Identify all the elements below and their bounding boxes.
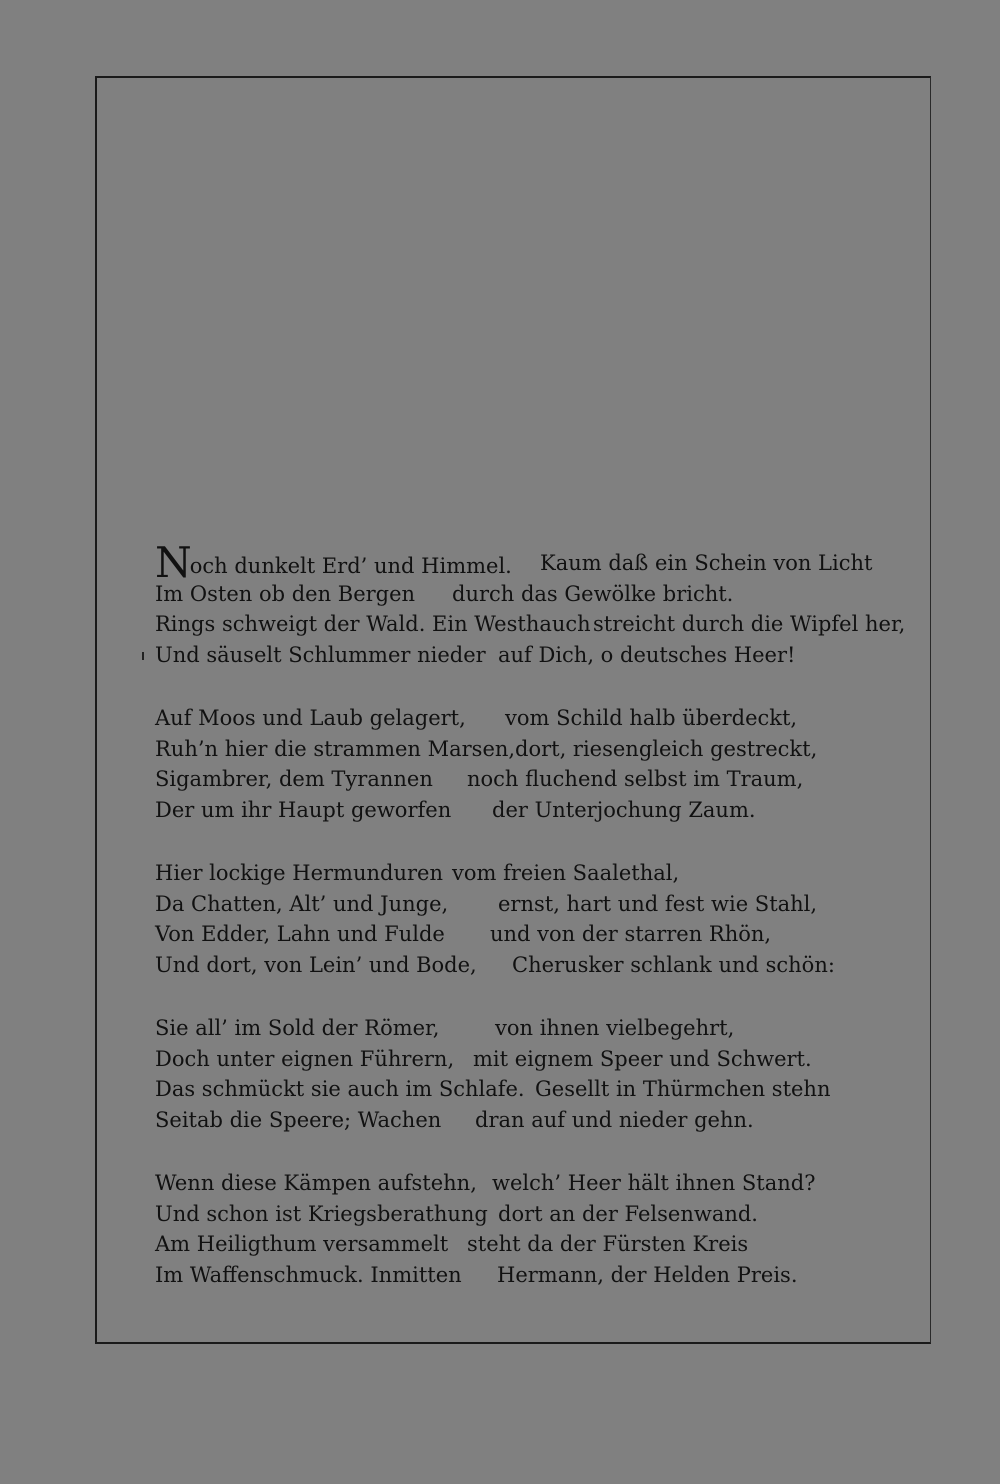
verse-first-half: Und schon ist Kriegsberathung bbox=[155, 1201, 488, 1226]
verse-line bbox=[155, 950, 895, 981]
verse-second-half: Hermann, der Helden Preis. bbox=[497, 1262, 798, 1287]
verse-first-half: Im Osten ob den Bergen bbox=[155, 581, 416, 606]
verse-line bbox=[155, 579, 895, 610]
verse-second-half: von ihnen vielbegehrt, bbox=[495, 1016, 735, 1040]
stanza-4 bbox=[155, 1013, 895, 1135]
verse-first-half: Das schmückt sie auch im Schlafe. bbox=[155, 1077, 525, 1101]
verse-second-half: und von der starren Rhön, bbox=[490, 922, 772, 946]
verse-line bbox=[155, 795, 895, 826]
verse-line bbox=[155, 703, 895, 734]
verse-line bbox=[155, 1013, 895, 1044]
verse-first-half: Am Heiligthum versammelt bbox=[155, 1232, 449, 1256]
verse-second-half: auf Dich, o deutsches Heer! bbox=[498, 642, 796, 667]
stanza-5 bbox=[155, 1168, 895, 1290]
verse-line bbox=[155, 1260, 895, 1291]
verse-first-half: Im Waffenschmuck. Inmitten bbox=[155, 1262, 462, 1287]
verse-text: och dunkelt Erd’ und Himmel. bbox=[189, 554, 512, 578]
stanza-3 bbox=[155, 858, 895, 980]
verse-second-half: dran auf und nieder gehn. bbox=[475, 1107, 754, 1132]
verse-second-half: dort an der Felsenwand. bbox=[498, 1201, 758, 1226]
verse-second-half: der Unterjochung Zaum. bbox=[492, 797, 756, 822]
verse-second-half: mit eignem Speer und Schwert. bbox=[473, 1046, 812, 1071]
verse-first-half: Sigambrer, dem Tyrannen bbox=[155, 767, 433, 791]
verse-first-half: Da Chatten, Alt’ und Junge, bbox=[155, 891, 449, 916]
verse-line bbox=[155, 538, 895, 587]
verse-line bbox=[155, 889, 895, 920]
verse-first-half: Von Edder, Lahn und Fulde bbox=[155, 922, 445, 946]
verse-line bbox=[155, 858, 895, 889]
verse-line bbox=[155, 640, 895, 671]
verse-line bbox=[155, 1229, 895, 1260]
verse-first-half: Rings schweigt der Wald. Ein Westhauch bbox=[155, 612, 591, 636]
verse-second-half: noch fluchend selbst im Traum, bbox=[467, 767, 804, 791]
verse-second-half: durch das Gewölke bricht. bbox=[452, 581, 734, 606]
verse-line bbox=[155, 764, 895, 795]
verse-line bbox=[155, 1199, 895, 1230]
verse-second-half: Kaum daß ein Schein von Licht bbox=[540, 551, 873, 575]
verse-second-half: vom Schild halb überdeckt, bbox=[505, 706, 798, 730]
verse-first-half: Und säuselt Schlummer nieder bbox=[155, 642, 486, 667]
verse-first-half: Sie all’ im Sold der Römer, bbox=[155, 1016, 440, 1040]
margin-mark bbox=[142, 652, 144, 660]
verse-second-half: steht da der Fürsten Kreis bbox=[467, 1232, 749, 1256]
verse-line bbox=[155, 1168, 895, 1199]
drop-cap: N bbox=[155, 538, 192, 587]
verse-second-half: streicht durch die Wipfel her, bbox=[593, 612, 906, 636]
verse-first-half: Doch unter eignen Führern, bbox=[155, 1046, 455, 1071]
verse-first-half: Hier lockige Hermunduren bbox=[155, 861, 443, 885]
verse-line bbox=[155, 1105, 895, 1136]
verse-line bbox=[155, 734, 895, 765]
verse-first-half bbox=[155, 538, 540, 587]
poem bbox=[155, 538, 906, 1323]
verse-line bbox=[155, 1044, 895, 1075]
verse-second-half: welch’ Heer hält ihnen Stand? bbox=[492, 1171, 816, 1195]
verse-first-half: Wenn diese Kämpen aufstehn, bbox=[155, 1171, 477, 1195]
verse-first-half: Seitab die Speere; Wachen bbox=[155, 1107, 442, 1132]
verse-second-half: Gesellt in Thürmchen stehn bbox=[535, 1077, 831, 1101]
stanza-2 bbox=[155, 703, 895, 825]
verse-second-half: ernst, hart und fest wie Stahl, bbox=[498, 891, 818, 916]
verse-first-half: Ruh’n hier die strammen Marsen, bbox=[155, 736, 516, 761]
verse-line bbox=[155, 919, 895, 950]
verse-second-half: dort, riesengleich gestreckt, bbox=[515, 736, 818, 761]
verse-first-half: Der um ihr Haupt geworfen bbox=[155, 797, 452, 822]
verse-first-half: Und dort, von Lein’ und Bode, bbox=[155, 952, 477, 977]
stanza-1 bbox=[155, 538, 906, 670]
verse-second-half: vom freien Saalethal, bbox=[452, 861, 680, 885]
verse-first-half: Auf Moos und Laub gelagert, bbox=[155, 706, 466, 730]
verse-second-half: Cherusker schlank und schön: bbox=[512, 952, 835, 977]
verse-line bbox=[155, 609, 906, 640]
verse-line bbox=[155, 1074, 895, 1105]
